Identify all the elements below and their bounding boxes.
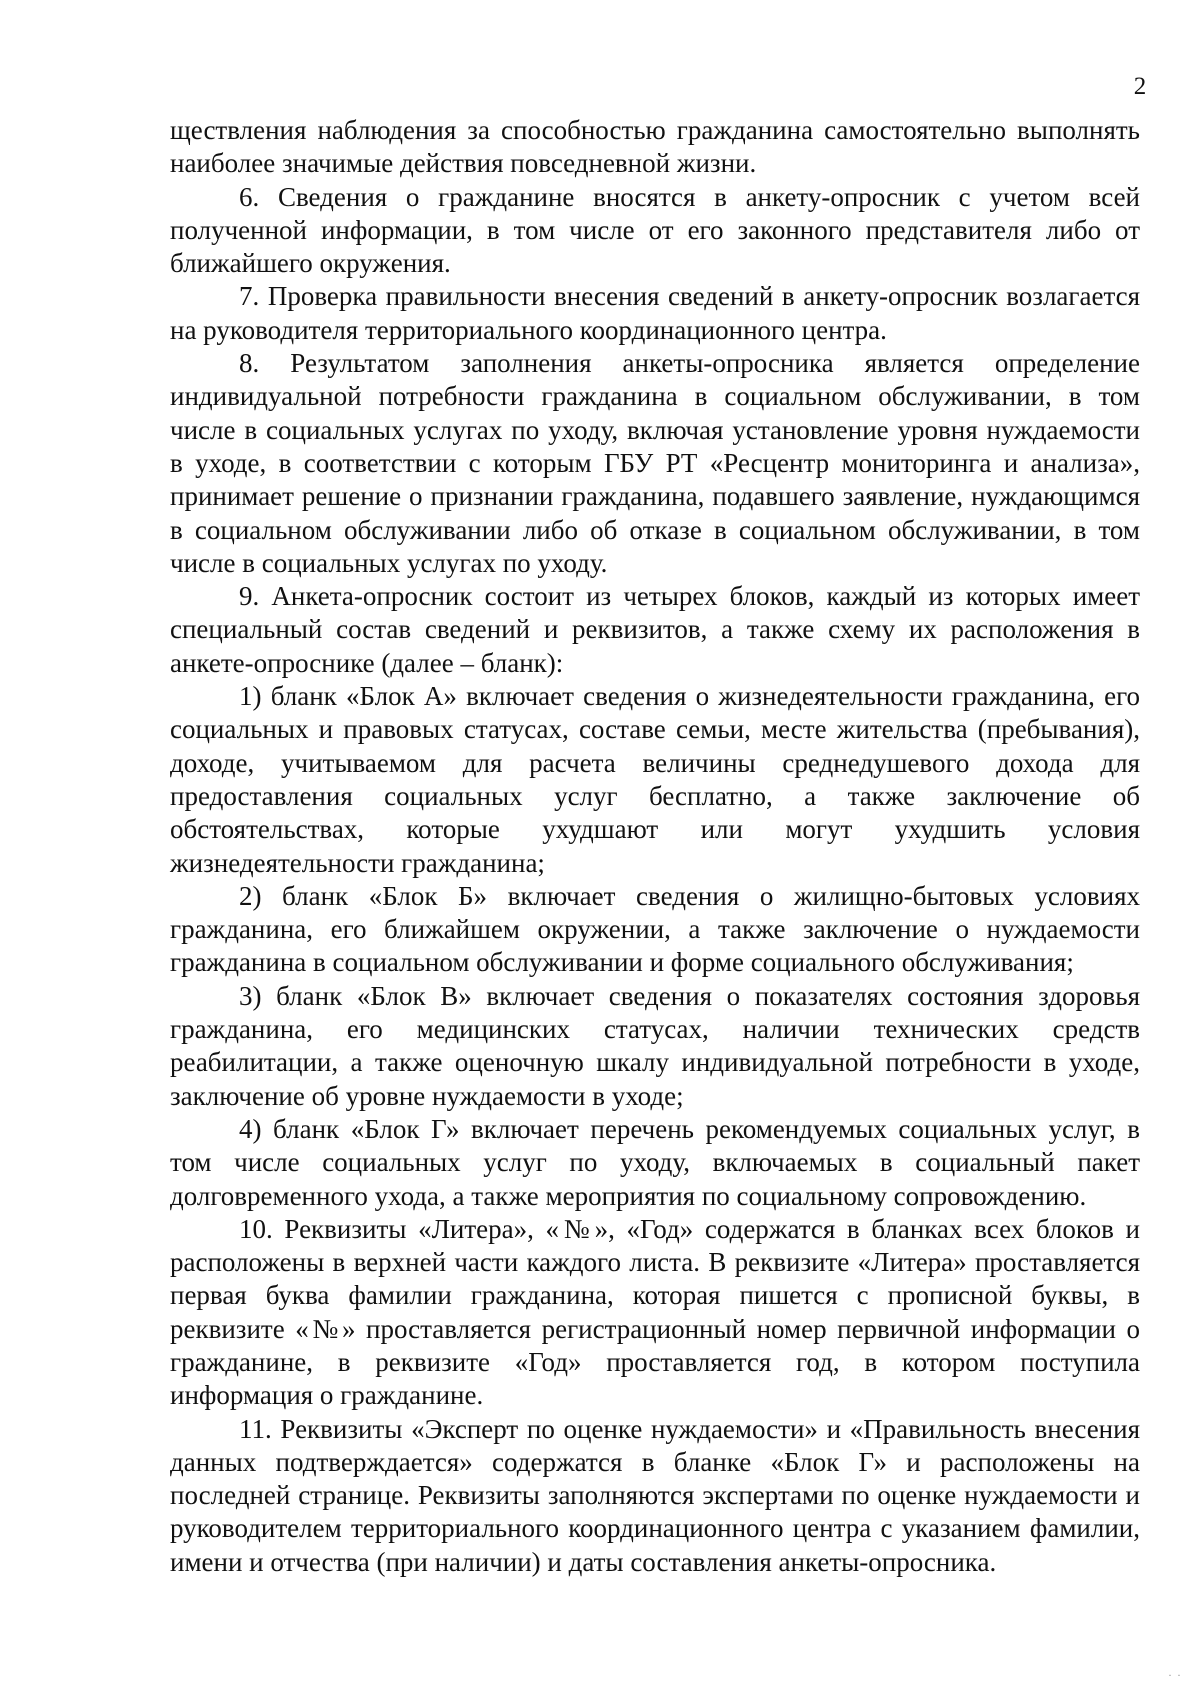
paragraph-item-6: 6. Сведения о гражданине вносятся в анкету-опросник с учетом всей полученной информации, в том числе от его законного представителя либо от ближайшего окружения. [170,181,1140,279]
scan-artifact-mark: · · [1168,1668,1182,1682]
page-number: 2 [1133,73,1147,100]
paragraph-item-11: 11. Реквизиты «Эксперт по оценке нуждаемости» и «Правильность внесения данных подтверждается» содержатся в бланке «Блок Г» и расположены на последней странице. Реквизиты заполняются экспертами по оценке нуждаемости и руководителем территориального координационного центра с указанием фамилии, имени и отчества (при наличии) и даты составления анкеты-опросника. [170,1413,1140,1577]
document-body [170,114,1140,1579]
paragraph-subitem-1: 1) бланк «Блок А» включает сведения о жизнедеятельности гражданина, его социальных и правовых статусах, составе семьи, месте жительства (пребывания), доходе, учитываемом для расчета величины среднедушевого дохода для предоставления социальных услуг бесплатно, а также заключение об обстоятельствах, которые ухудшают или могут ухудшить условия жизнедеятельности гражданина; [170,681,1140,878]
paragraph-subitem-2: 2) бланк «Блок Б» включает сведения о жилищно-бытовых условиях гражданина, его ближайшем окружении, а также заключение о нуждаемости гражданина в социальном обслуживании и форме социального обслуживания; [170,880,1140,978]
paragraph-subitem-4: 4) бланк «Блок Г» включает перечень рекомендуемых социальных услуг, в том числе социальных услуг по уходу, включаемых в социальный пакет долговременного ухода, а также мероприятия по социальному сопровождению. [170,1113,1140,1211]
paragraph-continuation: ществления наблюдения за способностью гражданина самостоятельно выполнять наиболее значимые действия повседневной жизни. [170,115,1140,179]
paragraph-subitem-3: 3) бланк «Блок В» включает сведения о показателях состояния здоровья гражданина, его медицинских статусах, наличии технических средств реабилитации, а также оценочную шкалу индивидуальной потребности в уходе, заключение об уровне нуждаемости в уходе; [170,980,1140,1111]
paragraph-item-10: 10. Реквизиты «Литера», «№», «Год» содержатся в бланках всех блоков и расположены в верхней части каждого листа. В реквизите «Литера» проставляется первая буква фамилии гражданина, которая пишется с прописной буквы, в реквизите «№» проставляется регистрационный номер первичной информации о гражданине, в реквизите «Год» проставляется год, в котором поступила информация о гражданине. [170,1213,1140,1411]
paragraph-item-7: 7. Проверка правильности внесения сведений в анкету-опросник возлагается на руководителя территориального координационного центра. [170,281,1140,345]
paragraph-item-8: 8. Результатом заполнения анкеты-опросника является определение индивидуальной потребности гражданина в социальном обслуживании, в том числе в социальных услугах по уходу, включая установление уровня нуждаемости в уходе, в соответствии с которым ГБУ РТ «Ресцентр мониторинга и анализа», принимает решение о признании гражданина, подавшего заявление, нуждающимся в социальном обслуживании либо об отказе в социальном обслуживании, в том числе в социальных услугах по уходу. [170,348,1140,578]
paragraph-item-9: 9. Анкета-опросник состоит из четырех блоков, каждый из которых имеет специальный состав сведений и реквизитов, а также схему их расположения в анкете-опроснике (далее – бланк): [170,581,1140,678]
